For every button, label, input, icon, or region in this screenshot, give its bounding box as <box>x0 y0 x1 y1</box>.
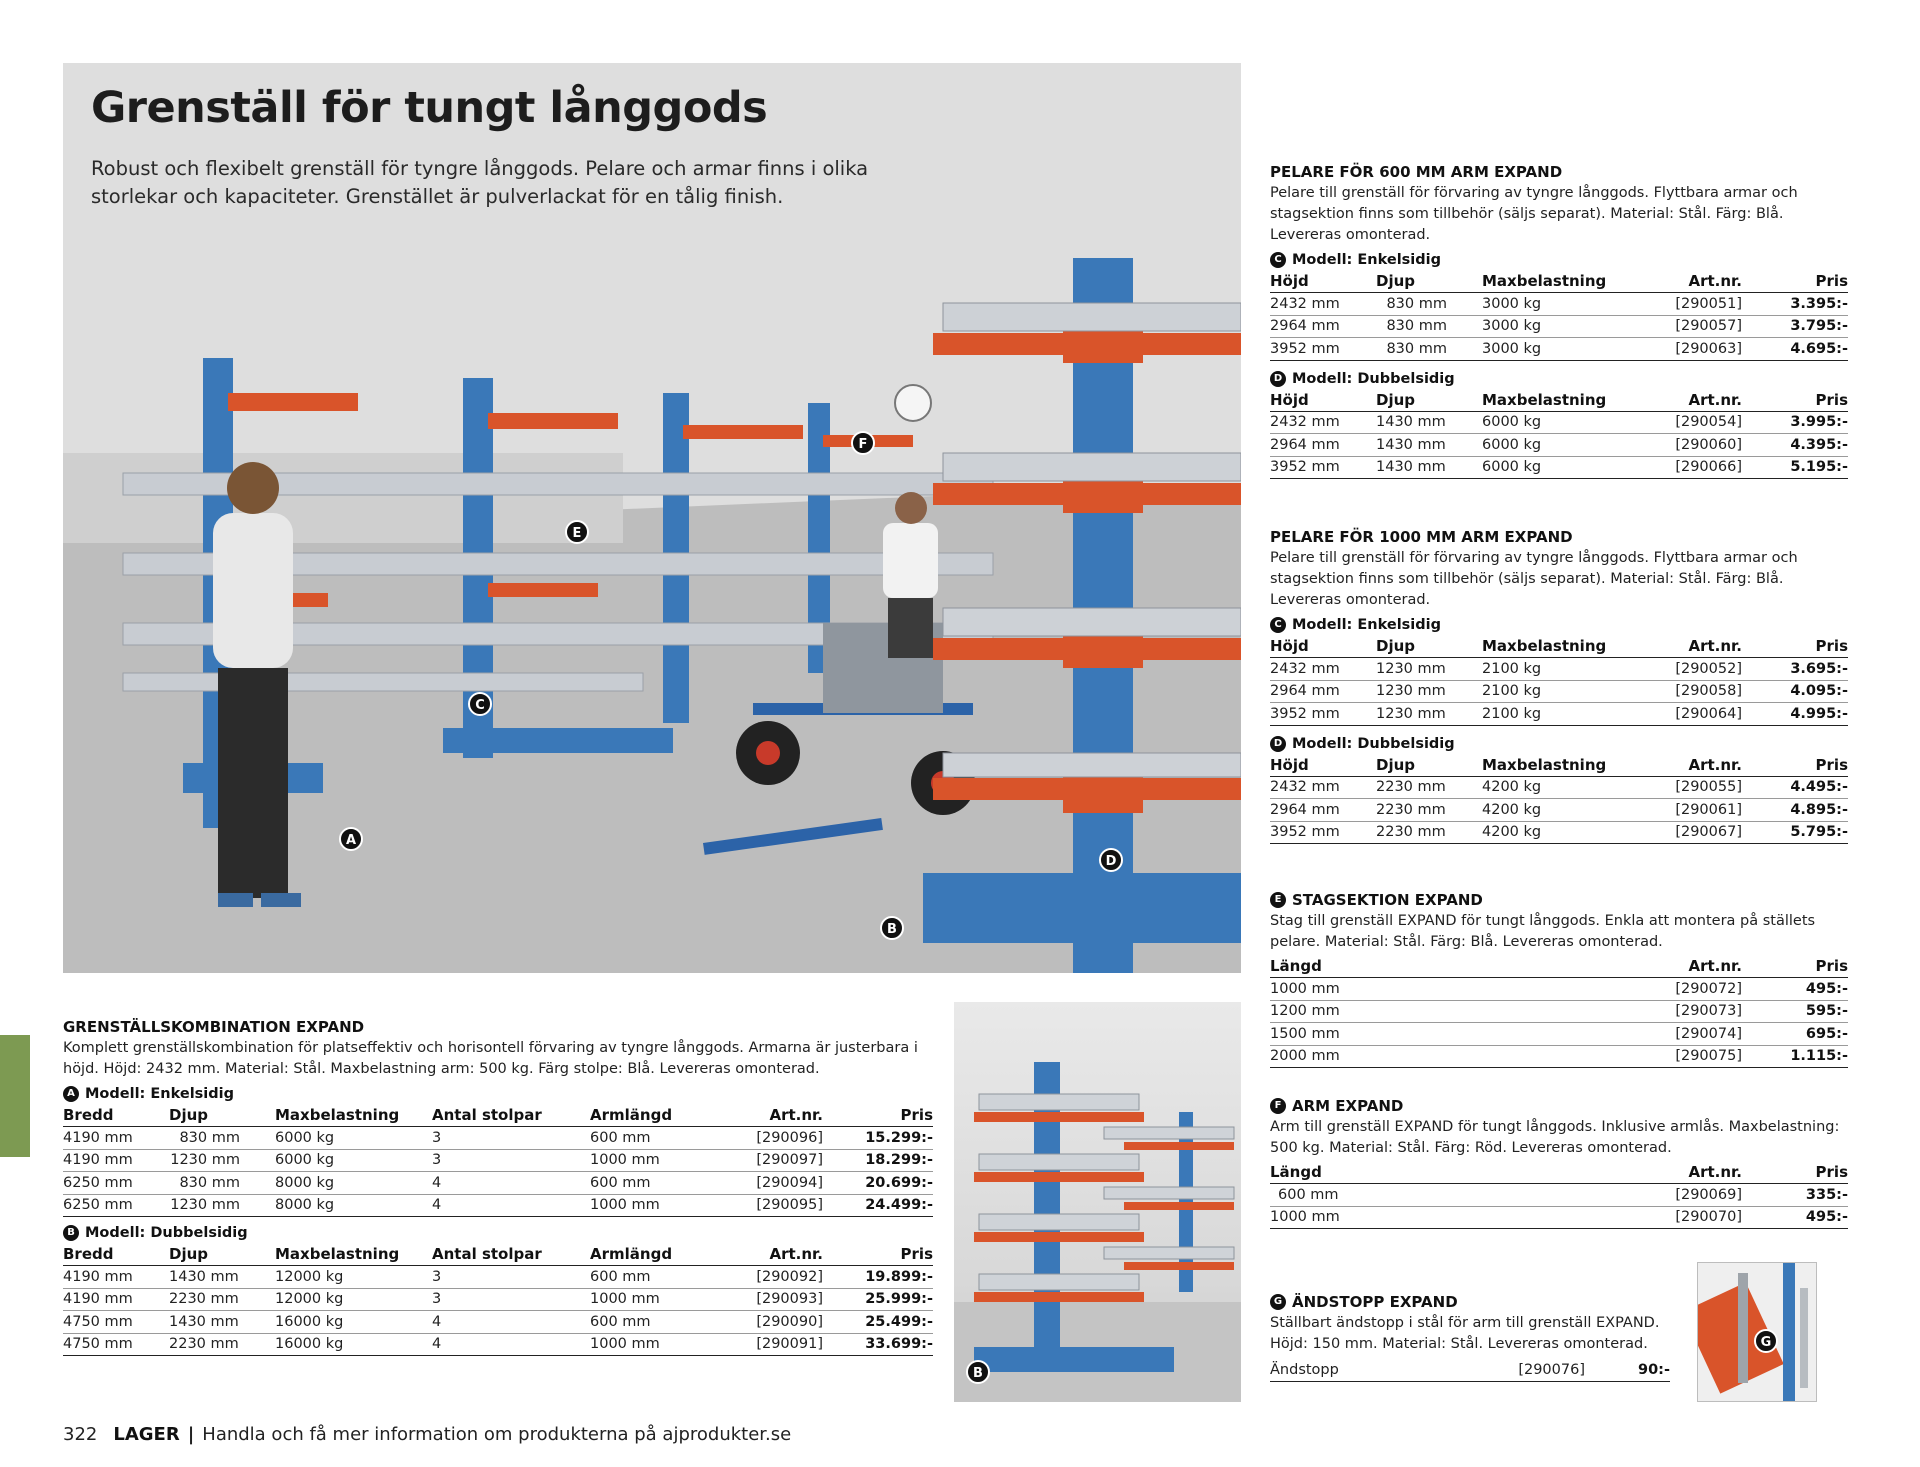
cell: 6000 kg <box>275 1149 432 1172</box>
cell: 1000 mm <box>590 1194 730 1217</box>
badge-g: G <box>1270 1294 1286 1310</box>
cell: [290067] <box>1647 821 1742 844</box>
photo3-marker-g: G <box>1754 1329 1778 1353</box>
cell: 1000 mm <box>1270 978 1647 1001</box>
cell: 4 <box>432 1311 590 1334</box>
combo-double-label-text: Modell: Dubbelsidig <box>85 1225 248 1241</box>
cell: 4200 kg <box>1482 799 1647 822</box>
col-header: Art.nr. <box>730 1241 823 1266</box>
col-header: Djup <box>1376 387 1482 412</box>
price-cell: 4.095:- <box>1742 680 1848 703</box>
cell: [290057] <box>1647 315 1742 338</box>
cell: 2964 mm <box>1270 434 1376 457</box>
price-cell: 15.299:- <box>823 1127 933 1150</box>
page-title: Grenställ för tungt långgods <box>91 83 768 133</box>
cell: [290058] <box>1647 680 1742 703</box>
cell: 2230 mm <box>169 1288 275 1311</box>
price-cell: 495:- <box>1742 1206 1848 1229</box>
col-header: Antal stolpar <box>432 1241 590 1266</box>
cell: [290091] <box>730 1333 823 1356</box>
pillar-1000-title: PELARE FÖR 1000 MM ARM EXPAND <box>1270 528 1573 546</box>
cell: 830 mm <box>1376 338 1482 361</box>
price-cell: 3.695:- <box>1742 658 1848 681</box>
cell: 2432 mm <box>1270 293 1376 316</box>
cell: 830 mm <box>169 1127 275 1150</box>
endstop-desc: Ställbart ändstopp i stål för arm till grenställ EXPAND. Höjd: 150 mm. Material: Stål. Levereras omonterad. <box>1270 1315 1660 1352</box>
cell: 2964 mm <box>1270 799 1376 822</box>
cell: 2230 mm <box>1376 821 1482 844</box>
badge-d: D <box>1270 736 1286 752</box>
pillar-600-double-label-text: Modell: Dubbelsidig <box>1292 370 1455 387</box>
double-rack-photo <box>954 1002 1241 1402</box>
endstop-section <box>1270 1293 1675 1382</box>
cell: [290069] <box>1647 1184 1742 1207</box>
cell: 1430 mm <box>169 1266 275 1289</box>
badge-d: D <box>1270 371 1286 387</box>
cell: 3000 kg <box>1482 293 1647 316</box>
pillar-1000-double-table <box>1270 752 1848 845</box>
pillar-600-single-table <box>1270 268 1848 361</box>
price-cell: 4.895:- <box>1742 799 1848 822</box>
combo-desc: Komplett grenställskombination för platseffektiv och horisontell förvaring av tyngre långgods. Armarna är justerbara i höjd. Höjd: 2432 mm. Material: Stål. Maxbelastning arm: 500 kg. Färg stolpe: Blå. Levereras omonterad. <box>63 1040 918 1077</box>
badge-f: F <box>1270 1098 1286 1114</box>
price-cell: 3.395:- <box>1742 293 1848 316</box>
pillar-600-desc: Pelare till grenställ för förvaring av tyngre långgods. Flyttbara armar och stagsektion finns som tillbehör (säljs separat). Material: Stål. Färg: Blå. Levereras omonterad. <box>1270 185 1798 243</box>
col-header: Art.nr. <box>1647 268 1742 293</box>
cell: 3 <box>432 1266 590 1289</box>
cell: 3952 mm <box>1270 456 1376 479</box>
footer-section: LAGER <box>113 1424 180 1445</box>
table-row <box>63 1149 933 1172</box>
price-cell: 1.115:- <box>1742 1045 1848 1068</box>
cell: 4750 mm <box>63 1333 169 1356</box>
cell: 16000 kg <box>275 1333 432 1356</box>
cell: [290096] <box>730 1127 823 1150</box>
cell: 2100 kg <box>1482 680 1647 703</box>
table-row <box>1270 1184 1848 1207</box>
badge-a: A <box>63 1086 79 1102</box>
pillar-1000-desc: Pelare till grenställ för förvaring av tyngre långgods. Flyttbara armar och stagsektion finns som tillbehör (säljs separat). Material: Stål. Färg: Blå. Levereras omonterad. <box>1270 550 1798 608</box>
marker-c: C <box>468 692 492 716</box>
page-footer <box>63 1424 791 1445</box>
marker-b: B <box>880 916 904 940</box>
arm-table <box>1270 1159 1848 1229</box>
col-header: Djup <box>169 1102 275 1127</box>
price-cell: 335:- <box>1742 1184 1848 1207</box>
table-header-row <box>1270 268 1848 293</box>
table-row <box>1270 658 1848 681</box>
col-header: Pris <box>1742 268 1848 293</box>
price-cell: 3.995:- <box>1742 411 1848 434</box>
pillar-600-single-label <box>1270 252 1850 268</box>
endstop-table <box>1270 1359 1670 1382</box>
col-header: Art.nr. <box>1647 1159 1742 1184</box>
table-header-row <box>1270 953 1848 978</box>
cell: 600 mm <box>590 1311 730 1334</box>
cell: 1230 mm <box>1376 658 1482 681</box>
cell: 600 mm <box>1270 1184 1647 1207</box>
col-header: Pris <box>1742 752 1848 777</box>
endstop-photo <box>1697 1262 1817 1402</box>
col-header: Pris <box>1742 633 1848 658</box>
price-cell: 4.495:- <box>1742 776 1848 799</box>
cell: 600 mm <box>590 1127 730 1150</box>
cell: 4190 mm <box>63 1288 169 1311</box>
cell: [290094] <box>730 1172 823 1195</box>
cell: [290051] <box>1647 293 1742 316</box>
cell: 4200 kg <box>1482 776 1647 799</box>
marker-f: F <box>851 431 875 455</box>
table-row <box>1270 1000 1848 1023</box>
cell: 3000 kg <box>1482 338 1647 361</box>
cell: 4200 kg <box>1482 821 1647 844</box>
cell: [290052] <box>1647 658 1742 681</box>
pillar-600-title: PELARE FÖR 600 MM ARM EXPAND <box>1270 163 1563 181</box>
col-header: Längd <box>1270 1159 1647 1184</box>
cell: [290066] <box>1647 456 1742 479</box>
table-row <box>63 1311 933 1334</box>
pillar-1000-section <box>1270 528 1850 844</box>
page-number: 322 <box>63 1424 98 1445</box>
col-header: Maxbelastning <box>1482 633 1647 658</box>
cell: 4750 mm <box>63 1311 169 1334</box>
combo-title: GRENSTÄLLSKOMBINATION EXPAND <box>63 1018 365 1036</box>
table-row <box>63 1266 933 1289</box>
cell: 1230 mm <box>169 1194 275 1217</box>
cell: [290097] <box>730 1149 823 1172</box>
col-header: Höjd <box>1270 387 1376 412</box>
cell: 2964 mm <box>1270 680 1376 703</box>
price-cell: 4.395:- <box>1742 434 1848 457</box>
table-row <box>1270 1045 1848 1068</box>
cell: 2230 mm <box>1376 799 1482 822</box>
double-rack-illustration <box>954 1002 1241 1402</box>
cell: 4190 mm <box>63 1127 169 1150</box>
table-row <box>1270 456 1848 479</box>
cell: [290064] <box>1647 703 1742 726</box>
arm-desc: Arm till grenställ EXPAND för tungt långgods. Inklusive armlås. Maxbelastning: 500 kg. Material: Stål. Färg: Röd. Levereras omonterad. <box>1270 1119 1840 1156</box>
cell: [290073] <box>1647 1000 1742 1023</box>
cell: 830 mm <box>1376 315 1482 338</box>
price-cell: 24.499:- <box>823 1194 933 1217</box>
combo-double-table <box>63 1241 933 1356</box>
arm-title: ARM EXPAND <box>1292 1097 1404 1115</box>
table-row <box>1270 703 1848 726</box>
cell: 2230 mm <box>1376 776 1482 799</box>
price-cell: 25.999:- <box>823 1288 933 1311</box>
cell: 2100 kg <box>1482 658 1647 681</box>
col-header: Höjd <box>1270 752 1376 777</box>
table-row <box>1270 776 1848 799</box>
cell: 1230 mm <box>1376 703 1482 726</box>
pillar-1000-single-label <box>1270 617 1850 633</box>
table-header-row <box>63 1102 933 1127</box>
photo2-marker-b: B <box>966 1360 990 1384</box>
price-cell: 19.899:- <box>823 1266 933 1289</box>
price-cell: 5.795:- <box>1742 821 1848 844</box>
cell: 6250 mm <box>63 1172 169 1195</box>
combo-single-label-text: Modell: Enkelsidig <box>85 1086 235 1102</box>
col-header: Art.nr. <box>730 1102 823 1127</box>
combo-single-table <box>63 1102 933 1217</box>
pillar-600-section <box>1270 163 1850 479</box>
cell: [290092] <box>730 1266 823 1289</box>
cell: [290075] <box>1647 1045 1742 1068</box>
col-header: Djup <box>1376 752 1482 777</box>
cell: 2964 mm <box>1270 315 1376 338</box>
col-header: Maxbelastning <box>275 1102 432 1127</box>
cell: 3952 mm <box>1270 703 1376 726</box>
pillar-600-single-label-text: Modell: Enkelsidig <box>1292 252 1442 268</box>
cell: [290072] <box>1647 978 1742 1001</box>
price-cell: 595:- <box>1742 1000 1848 1023</box>
cell: 6000 kg <box>1482 456 1647 479</box>
badge-b: B <box>63 1225 79 1241</box>
cell: 1430 mm <box>1376 434 1482 457</box>
table-header-row <box>1270 387 1848 412</box>
table-row <box>1270 821 1848 844</box>
cell: 6000 kg <box>275 1127 432 1150</box>
table-row <box>63 1194 933 1217</box>
cell: 4 <box>432 1333 590 1356</box>
cell: 12000 kg <box>275 1266 432 1289</box>
cell: [290070] <box>1647 1206 1742 1229</box>
price-cell: 3.795:- <box>1742 315 1848 338</box>
combo-double-label <box>63 1225 933 1241</box>
cell: 2230 mm <box>169 1333 275 1356</box>
table-row <box>63 1333 933 1356</box>
footer-separator: | <box>187 1424 195 1445</box>
table-row <box>63 1288 933 1311</box>
badge-c: C <box>1270 252 1286 268</box>
col-header: Maxbelastning <box>275 1241 432 1266</box>
col-header: Antal stolpar <box>432 1102 590 1127</box>
price-cell: 695:- <box>1742 1023 1848 1046</box>
col-header: Art.nr. <box>1647 752 1742 777</box>
arm-section <box>1270 1097 1850 1229</box>
cell: 1000 mm <box>590 1149 730 1172</box>
col-header: Djup <box>1376 268 1482 293</box>
endstop-title-row <box>1270 1293 1675 1311</box>
cell: 4190 mm <box>63 1266 169 1289</box>
cell: [290054] <box>1647 411 1742 434</box>
col-header: Maxbelastning <box>1482 752 1647 777</box>
cell: 3 <box>432 1127 590 1150</box>
cell: 3 <box>432 1288 590 1311</box>
cell: 3952 mm <box>1270 338 1376 361</box>
cell: 1000 mm <box>1270 1206 1647 1229</box>
cell: 4 <box>432 1194 590 1217</box>
cell: 3952 mm <box>1270 821 1376 844</box>
cell: 8000 kg <box>275 1194 432 1217</box>
cell: 600 mm <box>590 1172 730 1195</box>
col-header: Maxbelastning <box>1482 387 1647 412</box>
cell: 1000 mm <box>590 1288 730 1311</box>
col-header: Höjd <box>1270 268 1376 293</box>
price-cell: 5.195:- <box>1742 456 1848 479</box>
cell: 2432 mm <box>1270 411 1376 434</box>
brace-desc: Stag till grenställ EXPAND för tungt långgods. Enkla att montera på ställets pelare. Material: Stål. Färg: Blå. Levereras omonterad. <box>1270 913 1816 950</box>
table-row <box>63 1172 933 1195</box>
price-cell: 90:- <box>1585 1359 1670 1382</box>
col-header: Art.nr. <box>1647 633 1742 658</box>
combo-section <box>63 1018 933 1356</box>
cell: [290061] <box>1647 799 1742 822</box>
cell: Ändstopp <box>1270 1359 1450 1382</box>
brace-title-row <box>1270 891 1850 909</box>
col-header: Djup <box>169 1241 275 1266</box>
price-cell: 495:- <box>1742 978 1848 1001</box>
price-cell: 33.699:- <box>823 1333 933 1356</box>
table-row <box>1270 434 1848 457</box>
cell: 8000 kg <box>275 1172 432 1195</box>
cell: 2432 mm <box>1270 658 1376 681</box>
cell: 2100 kg <box>1482 703 1647 726</box>
cell: 1430 mm <box>169 1311 275 1334</box>
cell: 1000 mm <box>590 1333 730 1356</box>
cell: 6000 kg <box>1482 434 1647 457</box>
col-header: Pris <box>1742 953 1848 978</box>
brace-table <box>1270 953 1848 1068</box>
cell: 1200 mm <box>1270 1000 1647 1023</box>
col-header: Armlängd <box>590 1241 730 1266</box>
cell: 1230 mm <box>169 1149 275 1172</box>
cell: [290074] <box>1647 1023 1742 1046</box>
cell: 830 mm <box>1376 293 1482 316</box>
cell: 1430 mm <box>1376 411 1482 434</box>
cell: [290060] <box>1647 434 1742 457</box>
cell: 12000 kg <box>275 1288 432 1311</box>
col-header: Pris <box>823 1241 933 1266</box>
col-header: Bredd <box>63 1102 169 1127</box>
col-header: Art.nr. <box>1647 953 1742 978</box>
cell: 600 mm <box>590 1266 730 1289</box>
pillar-600-double-label <box>1270 371 1850 387</box>
badge-c: C <box>1270 617 1286 633</box>
cell: [290055] <box>1647 776 1742 799</box>
table-row <box>1270 680 1848 703</box>
table-row <box>1270 411 1848 434</box>
pillar-1000-single-label-text: Modell: Enkelsidig <box>1292 617 1442 633</box>
table-header-row <box>1270 752 1848 777</box>
cell: [290063] <box>1647 338 1742 361</box>
col-header: Pris <box>1742 1159 1848 1184</box>
cell: [290090] <box>730 1311 823 1334</box>
cell: 6000 kg <box>1482 411 1647 434</box>
endstop-title: ÄNDSTOPP EXPAND <box>1292 1293 1458 1311</box>
table-header-row <box>1270 1159 1848 1184</box>
cell: 3 <box>432 1149 590 1172</box>
cell: 6250 mm <box>63 1194 169 1217</box>
price-cell: 4.695:- <box>1742 338 1848 361</box>
cell: 1230 mm <box>1376 680 1482 703</box>
cell: 2000 mm <box>1270 1045 1647 1068</box>
price-cell: 25.499:- <box>823 1311 933 1334</box>
cell: 4 <box>432 1172 590 1195</box>
cell: 16000 kg <box>275 1311 432 1334</box>
pillar-1000-double-label <box>1270 736 1850 752</box>
col-header: Höjd <box>1270 633 1376 658</box>
table-row <box>1270 315 1848 338</box>
col-header: Maxbelastning <box>1482 268 1647 293</box>
table-row <box>1270 1206 1848 1229</box>
section-tab <box>0 1035 30 1157</box>
col-header: Bredd <box>63 1241 169 1266</box>
table-row <box>1270 1023 1848 1046</box>
col-header: Armlängd <box>590 1102 730 1127</box>
cell: 2432 mm <box>1270 776 1376 799</box>
hero-photo <box>63 63 1241 973</box>
table-row <box>1270 293 1848 316</box>
badge-e: E <box>1270 892 1286 908</box>
table-row <box>1270 338 1848 361</box>
cell: 1500 mm <box>1270 1023 1647 1046</box>
pillar-1000-double-label-text: Modell: Dubbelsidig <box>1292 735 1455 752</box>
marker-d: D <box>1099 848 1123 872</box>
table-header-row <box>63 1241 933 1266</box>
marker-a: A <box>339 827 363 851</box>
table-header-row <box>1270 633 1848 658</box>
cell: [290093] <box>730 1288 823 1311</box>
col-header: Längd <box>1270 953 1647 978</box>
cell: 830 mm <box>169 1172 275 1195</box>
table-row <box>63 1127 933 1150</box>
cell: [290076] <box>1450 1359 1585 1382</box>
col-header: Pris <box>1742 387 1848 412</box>
footer-text: Handla och få mer information om produkterna på ajprodukter.se <box>202 1424 792 1445</box>
table-row <box>1270 978 1848 1001</box>
marker-e: E <box>565 520 589 544</box>
cell: [290095] <box>730 1194 823 1217</box>
cell: 3000 kg <box>1482 315 1647 338</box>
col-header: Pris <box>823 1102 933 1127</box>
cell: 4190 mm <box>63 1149 169 1172</box>
brace-section <box>1270 891 1850 1068</box>
pillar-1000-single-table <box>1270 633 1848 726</box>
table-row <box>1270 1359 1670 1382</box>
cell: 1430 mm <box>1376 456 1482 479</box>
price-cell: 20.699:- <box>823 1172 933 1195</box>
pillar-600-double-table <box>1270 387 1848 480</box>
price-cell: 18.299:- <box>823 1149 933 1172</box>
price-cell: 4.995:- <box>1742 703 1848 726</box>
col-header: Art.nr. <box>1647 387 1742 412</box>
intro-text: Robust och flexibelt grenställ för tyngre långgods. Pelare och armar finns i olika storlekar och kapaciteter. Grenstället är pulverlackat för en tålig finish. <box>91 157 869 208</box>
table-row <box>1270 799 1848 822</box>
combo-single-label <box>63 1086 933 1102</box>
col-header: Djup <box>1376 633 1482 658</box>
brace-title: STAGSEKTION EXPAND <box>1292 891 1483 909</box>
arm-title-row <box>1270 1097 1850 1115</box>
